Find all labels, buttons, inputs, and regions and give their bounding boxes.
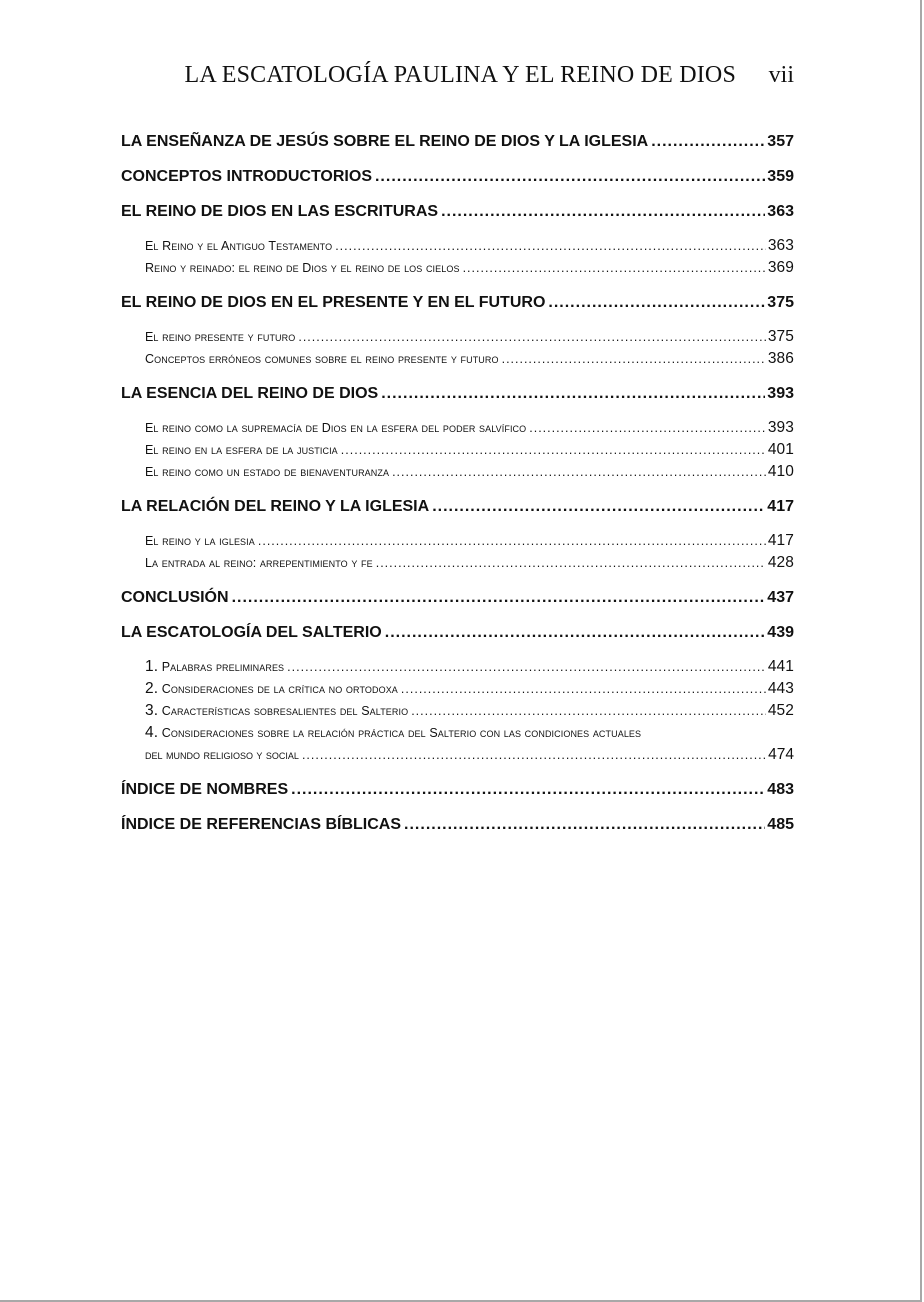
toc-entry (121, 130, 794, 153)
toc-subentry-title (145, 678, 398, 700)
toc-subentry-number: 1. (145, 658, 159, 675)
toc-subentry-page: 369 (767, 259, 794, 276)
toc-subentry-title: El reino como la supremacía de Dios en la esfera del poder salvífico (145, 421, 527, 435)
dot-leader (341, 439, 766, 461)
toc-subentry (121, 439, 794, 461)
toc-entry (121, 200, 794, 223)
toc-subentry-page: 452 (767, 702, 794, 719)
dot-leader (376, 552, 766, 574)
dot-leader (291, 778, 765, 801)
toc-subentry (121, 417, 794, 439)
toc-entry (121, 586, 794, 609)
toc-subentry-title: Conceptos erróneos comunes sobre el reino presente y futuro (145, 352, 499, 366)
toc-entry-page: 437 (767, 589, 794, 606)
toc-entry-page: 359 (767, 168, 794, 185)
toc-subentry-number: 2. (145, 680, 159, 697)
toc-subentry (121, 700, 794, 722)
toc-entry (121, 495, 794, 518)
table-of-contents (121, 130, 794, 836)
dot-leader (258, 530, 766, 552)
toc-subentry-text: Consideraciones de la crítica no ortodoxa (161, 682, 398, 696)
toc-entry-page: 357 (767, 133, 794, 150)
toc-subentry-title: La entrada al reino: arrepentimiento y fe (145, 556, 373, 570)
toc-entry-page: 485 (767, 816, 794, 833)
toc-entry-title: CONCEPTOS INTRODUCTORIOS (121, 168, 372, 185)
dot-leader (404, 813, 765, 836)
toc-subentry-page: 375 (767, 328, 794, 345)
dot-leader (411, 700, 766, 722)
toc-entry-title: EL REINO DE DIOS EN LAS ESCRITURAS (121, 203, 439, 220)
toc-entry-title: ÍNDICE DE NOMBRES (121, 781, 289, 798)
dot-leader (335, 235, 766, 257)
toc-entry-page: 483 (767, 781, 794, 798)
toc-entry-title: ÍNDICE DE REFERENCIAS BÍBLICAS (121, 816, 402, 833)
toc-entry-title: CONCLUSIÓN (121, 589, 229, 606)
toc-entry-page: 375 (767, 294, 794, 311)
toc-subentry-page: 441 (767, 658, 794, 675)
toc-entry-title: LA ESCATOLOGÍA DEL SALTERIO (121, 624, 382, 641)
toc-subentry (121, 348, 794, 370)
toc-entry (121, 778, 794, 801)
toc-subentry (121, 530, 794, 552)
toc-entry-page: 363 (767, 203, 794, 220)
page-number: vii (768, 62, 794, 88)
toc-entry-title: LA RELACIÓN DEL REINO Y LA IGLESIA (121, 498, 430, 515)
dot-leader (302, 744, 766, 766)
dot-leader (232, 586, 766, 609)
toc-entry-title: LA ENSEÑANZA DE JESÚS SOBRE EL REINO DE DIOS Y LA IGLESIA (121, 133, 649, 150)
toc-entry (121, 291, 794, 314)
toc-subentry (121, 552, 794, 574)
toc-subentry-page: 363 (767, 237, 794, 254)
toc-subentry-title: Reino y reinado: el reino de Dios y el reino de los cielos (145, 261, 460, 275)
toc-subentry-text: Características sobresalientes del Salterio (161, 704, 409, 718)
toc-subentry-page: 417 (767, 532, 794, 549)
toc-subentry-title: El reino en la esfera de la justicia (145, 443, 338, 457)
dot-leader (401, 678, 766, 700)
toc-subentry-title: El reino y la iglesia (145, 534, 255, 548)
toc-subentry (121, 461, 794, 483)
toc-subentry-page: 443 (767, 680, 794, 697)
toc-subentry-page: 410 (767, 463, 794, 480)
toc-subentry-title (145, 722, 641, 744)
dot-leader (463, 257, 766, 279)
toc-entry (121, 165, 794, 188)
toc-subentry-page: 474 (768, 746, 794, 763)
toc-subentry-text: Consideraciones sobre la relación práctica del Salterio con las condiciones actuales (161, 726, 642, 740)
toc-subentry-page: 428 (767, 554, 794, 571)
dot-leader (385, 621, 766, 644)
dot-leader (287, 656, 766, 678)
toc-subentry (121, 656, 794, 678)
toc-entry (121, 382, 794, 405)
dot-leader (432, 495, 765, 518)
dot-leader (548, 291, 765, 314)
dot-leader (375, 165, 765, 188)
toc-entry-page: 417 (767, 498, 794, 515)
toc-subentry-page: 393 (767, 419, 794, 436)
toc-subentry-text: Palabras preliminares (161, 660, 285, 674)
toc-subentry-continuation-text: del mundo religioso y social (145, 748, 299, 762)
toc-subentry-page: 401 (767, 441, 794, 458)
toc-subentry-title: El Reino y el Antiguo Testamento (145, 239, 333, 253)
dot-leader (502, 348, 766, 370)
toc-entry-title: EL REINO DE DIOS EN EL PRESENTE Y EN EL FUTURO (121, 294, 546, 311)
toc-subentry (121, 257, 794, 279)
running-head (120, 60, 794, 96)
toc-subentry-continuation (121, 744, 794, 766)
toc-subentry (121, 678, 794, 700)
toc-subentry-number: 3. (145, 702, 159, 719)
dot-leader (441, 200, 765, 223)
toc-entry-page: 393 (767, 385, 794, 402)
toc-subentry-number: 4. (145, 724, 159, 741)
running-head-title: LA ESCATOLOGÍA PAULINA Y EL REINO DE DIOS (184, 62, 736, 88)
dot-leader (392, 461, 766, 483)
dot-leader (651, 130, 765, 153)
toc-subentry-page: 386 (767, 350, 794, 367)
dot-leader (529, 417, 766, 439)
toc-subentry-title (145, 700, 408, 722)
toc-entry-page: 439 (767, 624, 794, 641)
toc-subentry (121, 235, 794, 257)
toc-subentry (121, 326, 794, 348)
toc-entry (121, 621, 794, 644)
toc-subentry-title: El reino como un estado de bienaventuranza (145, 465, 390, 479)
toc-subentry (121, 722, 794, 744)
toc-subentry-title (145, 656, 284, 678)
toc-entry-title: LA ESENCIA DEL REINO DE DIOS (121, 385, 379, 402)
dot-leader (298, 326, 765, 348)
toc-subentry-title: El reino presente y futuro (145, 330, 296, 344)
dot-leader (381, 382, 765, 405)
toc-entry (121, 813, 794, 836)
